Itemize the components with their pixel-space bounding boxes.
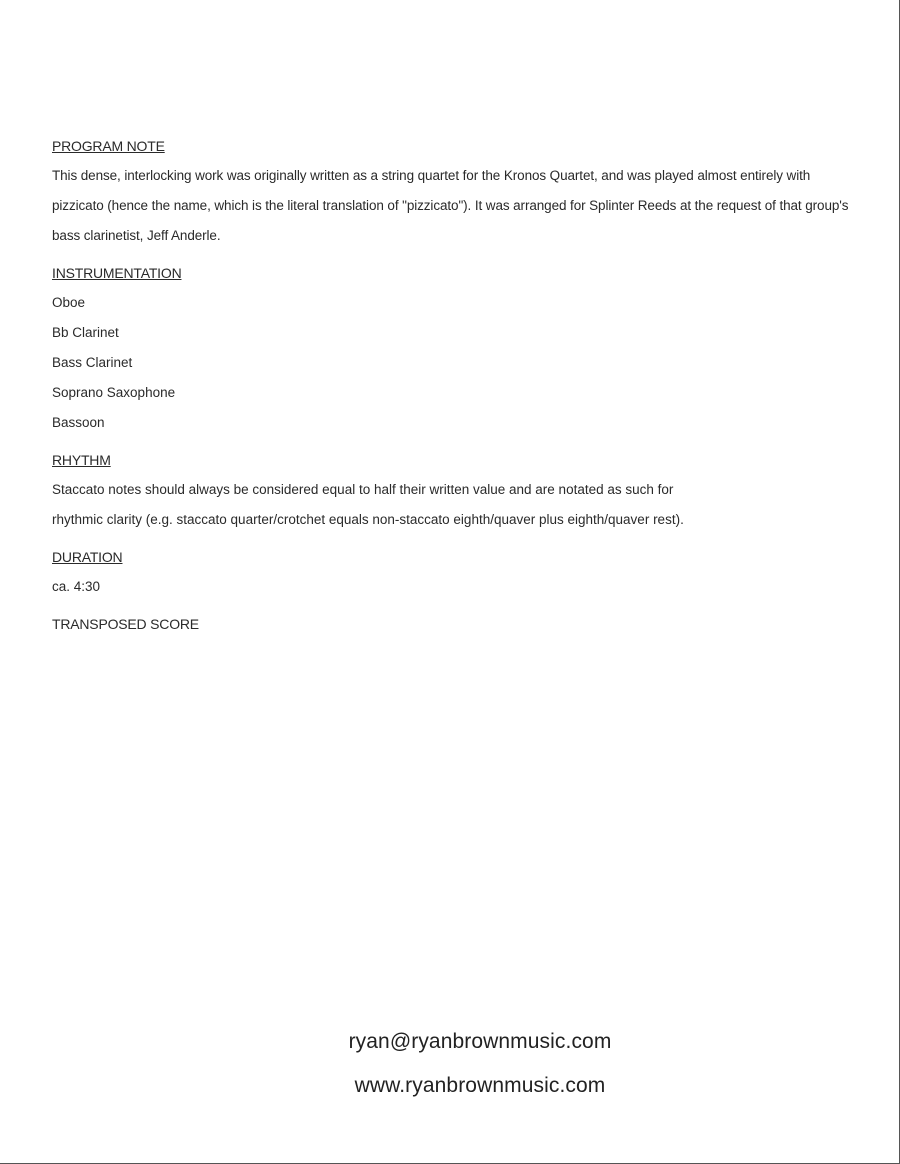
- instrument-item: Oboe: [52, 295, 86, 310]
- duration-heading: DURATION: [52, 549, 123, 565]
- instrument-item: Soprano Saxophone: [52, 385, 176, 400]
- instrument-item: Bb Clarinet: [52, 325, 119, 340]
- rhythm-section: [52, 450, 852, 535]
- program-note-heading: PROGRAM NOTE: [52, 138, 165, 154]
- instrument-list: [52, 288, 852, 438]
- contact-email[interactable]: ryan@ryanbrownmusic.com: [348, 1030, 612, 1053]
- rhythm-text-line: Staccato notes should always be considered equal to half their written value and are notated as such for: [52, 482, 674, 497]
- instrument-item: Bass Clarinet: [52, 355, 133, 370]
- score-front-matter: [52, 136, 852, 634]
- duration-section: [52, 547, 852, 602]
- duration-value: ca. 4:30: [52, 579, 101, 594]
- duration-text: [52, 572, 852, 602]
- instrument-item: Bassoon: [52, 415, 105, 430]
- rhythm-text: [52, 475, 852, 535]
- score-type-label: TRANSPOSED SCORE: [52, 616, 199, 632]
- instrumentation-section: [52, 263, 852, 438]
- contact-website[interactable]: www.ryanbrownmusic.com: [354, 1074, 606, 1097]
- instrumentation-heading: INSTRUMENTATION: [52, 265, 182, 281]
- rhythm-text-line: rhythmic clarity (e.g. staccato quarter/crotchet equals non-staccato eighth/quaver plus eighth/quaver rest).: [52, 512, 684, 527]
- program-note-section: [52, 136, 852, 251]
- rhythm-heading: RHYTHM: [52, 452, 111, 468]
- program-note-text: This dense, interlocking work was originally written as a string quartet for the Kronos Quartet, and was played almost entirely with pizzicato (hence the name, which is the literal translation of "pizzicato"). It was arranged for Splinter Reeds at the request of that group's bass clarinetist, Jeff Anderle.: [52, 168, 849, 243]
